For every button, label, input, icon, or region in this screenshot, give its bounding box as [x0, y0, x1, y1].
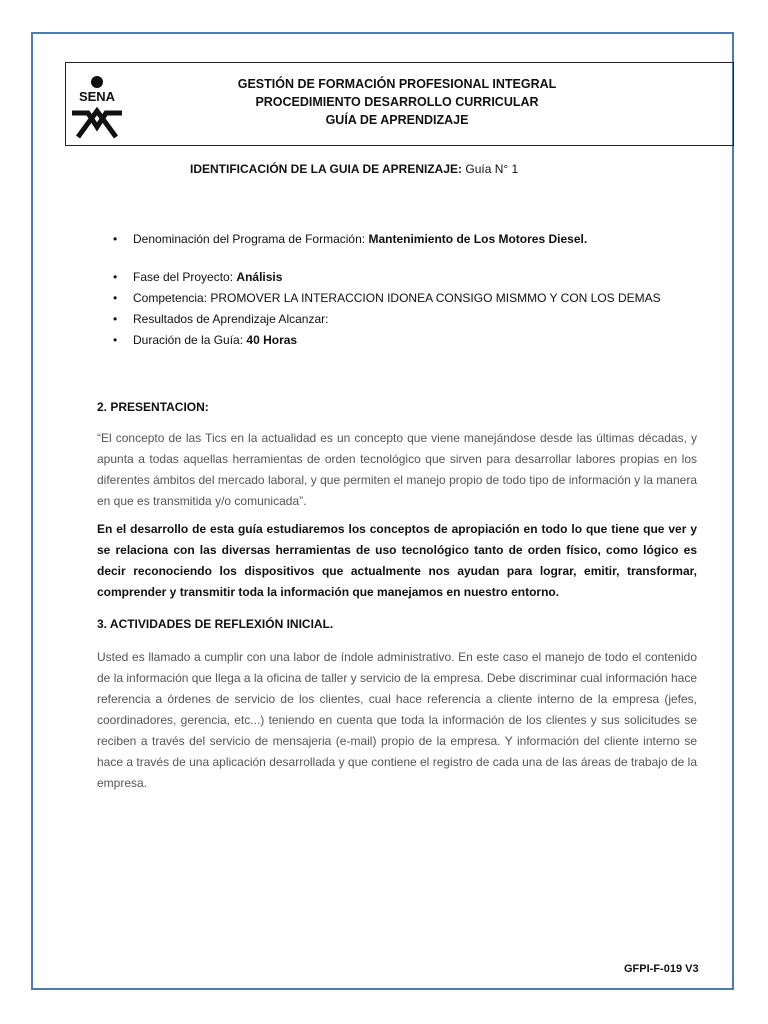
- header-line-3: GUÍA DE APRENDIZAJE: [325, 113, 469, 127]
- header-line-1: GESTIÓN DE FORMACIÓN PROFESIONAL INTEGRAL: [237, 77, 557, 91]
- guide-id-value: Guía N° 1: [465, 162, 519, 176]
- bullet-icon: •: [113, 333, 118, 347]
- bullet-label: Resultados de Aprendizaje Alcanzar:: [133, 312, 329, 326]
- bullet-value: 40 Horas: [246, 333, 298, 347]
- section-3-body: Usted es llamado a cumplir con una labor de índole administrativo. En este caso el manejo de todo el contenido de la información que llega a la oficina de taller y servicio de la empresa. Debe discriminar cual información hace referencia a órdenes de servicio de los clientes, cual hace referencia a cliente interno de la empresa (jefes, coordinadores, gerencia, etc...) teniendo en cuenta que toda la información de los clientes y sus solicitudes se reciben a través del servicio de mensajeria (e-mail) propio de la empresa. Y información del cliente interno se hace a través de una aplicación desarrollada y que contiene el registro de cada una de las áreas de trabajo de la empresa.: [97, 650, 697, 790]
- bullet-icon: •: [113, 232, 118, 246]
- header-line-2: PROCEDIMIENTO DESARROLLO CURRICULAR: [255, 95, 539, 109]
- bullet-value: Análisis: [236, 270, 283, 284]
- section-2-body: En el desarrollo de esta guía estudiaremos los conceptos de apropiación en todo lo que tiene que ver y se relaciona con las diversas herramientas de uso tecnológico tanto de orden físico, como lógico es decir reconociendo los dispositivos que actualmente nos ayudan para lograr, emitir, transformar, comprender y transmitir toda la información que manejamos en nuestro entorno.: [97, 522, 697, 599]
- bullet-label: Duración de la Guía:: [133, 333, 244, 347]
- bullet-icon: •: [113, 312, 118, 326]
- section-3-title: 3. ACTIVIDADES DE REFLEXIÓN INICIAL.: [97, 617, 334, 631]
- bullet-label: Fase del Proyecto:: [133, 270, 234, 284]
- bullet-value: PROMOVER LA INTERACCION IDONEA CONSIGO MISMMO Y CON LOS DEMAS: [210, 291, 661, 305]
- section-2-quote: “El concepto de las Tics en la actualidad es un concepto que viene manejándose desde las últimas décadas, y apunta a todas aquellas herramientas de orden tecnológico que sirven para desarrollar labores propias en los diferentes ámbitos del mercado laboral, y que permiten el manejo propio de todo tipo de información y la manera en que es transmitida y/o comunicada”.: [97, 431, 697, 508]
- logo-text: SENA: [78, 89, 116, 104]
- bullet-icon: •: [113, 291, 118, 305]
- footer-code: GFPI-F-019 V3: [624, 963, 699, 975]
- bullet-label: Denominación del Programa de Formación:: [133, 232, 366, 246]
- section-2-title: 2. PRESENTACION:: [97, 400, 209, 414]
- bullet-icon: •: [113, 270, 118, 284]
- bullet-label: Competencia:: [133, 291, 208, 305]
- guide-id-label: IDENTIFICACIÓN DE LA GUIA DE APRENIZAJE:: [190, 162, 463, 176]
- bullet-value: Mantenimiento de Los Motores Diesel.: [368, 232, 588, 246]
- guide-identification: [190, 162, 518, 176]
- sena-logo-icon: [68, 73, 126, 139]
- document-header: [200, 75, 594, 129]
